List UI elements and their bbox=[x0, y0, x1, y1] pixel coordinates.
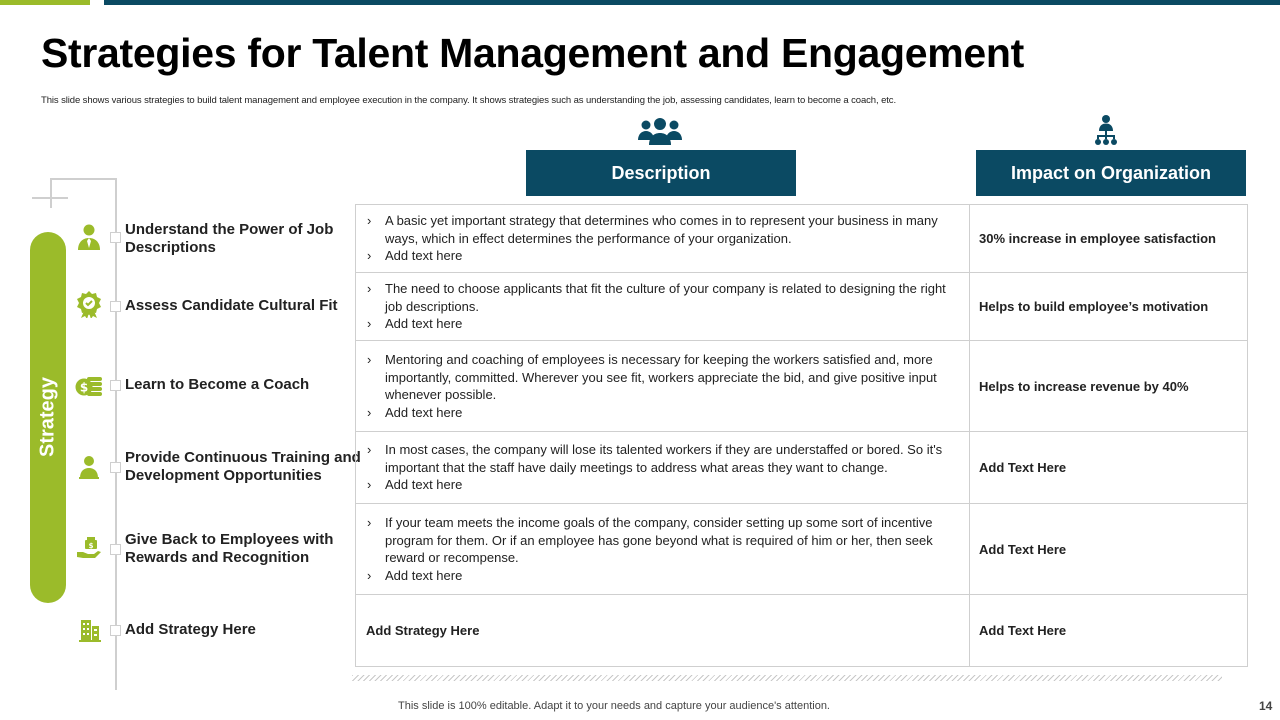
dotted-divider bbox=[352, 675, 1222, 681]
timeline-node bbox=[110, 301, 121, 312]
bullet-item: › The need to choose applicants that fit the culture of your company is related to designing the right job descriptions. bbox=[367, 281, 946, 314]
bullet-item: › A basic yet important strategy that determines who comes in to represent your business in many ways, which in effect determines the performance of your organization. bbox=[367, 213, 938, 246]
slide-title: Strategies for Talent Management and Engagement bbox=[41, 30, 1024, 76]
table-row bbox=[356, 504, 1247, 595]
impact-cell: Add Text Here bbox=[979, 460, 1067, 475]
strategy-label-1: Understand the Power of Job Descriptions bbox=[125, 221, 334, 256]
bullet-item: › Mentoring and coaching of employees is necessary for keeping the workers satisfied and, more importantly, committed. Wherever you see fit, workers appreciate the bid, and give positive input whenever possible. bbox=[367, 352, 937, 402]
description-cell bbox=[356, 432, 970, 503]
impact-cell: 30% increase in employee satisfaction bbox=[979, 231, 1216, 246]
table-row bbox=[356, 341, 1247, 432]
timeline-node bbox=[110, 625, 121, 636]
timeline-top-connector bbox=[50, 178, 117, 180]
award-badge-icon bbox=[75, 290, 103, 318]
strategy-label-6: Add Strategy Here bbox=[125, 621, 256, 638]
description-cell bbox=[356, 205, 970, 272]
bullet-item: › In most cases, the company will lose its talented workers if they are understaffed or bored. So it's important that the staff have daily meetings to address what areas they want to change. bbox=[367, 442, 943, 475]
strategy-label-4: Provide Continuous Training and Development Opportunities bbox=[125, 449, 361, 484]
bullet-item: › If your team meets the income goals of the company, consider setting up some sort of incentive program for them. Or if an employee has gone beyond what is required of him or her, then seek reward or recompense. bbox=[367, 515, 933, 565]
impact-cell: Add Text Here bbox=[979, 541, 1067, 557]
bullet-item: › Add text here bbox=[367, 316, 463, 332]
impact-cell: Add Text Here bbox=[979, 623, 1067, 638]
trainer-icon bbox=[75, 453, 103, 481]
strategy-label: Strategy bbox=[36, 376, 59, 458]
description-header: Description bbox=[526, 150, 796, 196]
coins-icon bbox=[75, 372, 103, 400]
bullet-item: › Add text here bbox=[367, 567, 463, 583]
description-cell bbox=[356, 595, 970, 666]
organization-icon bbox=[1093, 114, 1119, 146]
impact-cell: Helps to build employee’s motivation bbox=[979, 299, 1209, 314]
svg-text:$: $ bbox=[88, 542, 94, 550]
strategy-label-2: Assess Candidate Cultural Fit bbox=[125, 297, 338, 314]
top-accent-navy bbox=[104, 0, 1280, 5]
bullet-item: › Add text here bbox=[367, 477, 463, 493]
timeline-node bbox=[110, 462, 121, 473]
footer-note: This slide is 100% editable. Adapt it to your needs and capture your audience's attention. bbox=[398, 700, 830, 712]
description-cell bbox=[356, 341, 970, 431]
table-row bbox=[356, 432, 1247, 504]
description-cell bbox=[356, 504, 970, 594]
impact-cell: Helps to increase revenue by 40% bbox=[979, 378, 1189, 394]
page-number: 14 bbox=[1259, 699, 1273, 713]
strategy-table bbox=[355, 204, 1248, 667]
timeline-node bbox=[110, 544, 121, 555]
impact-header: Impact on Organization bbox=[976, 150, 1246, 196]
description-cell bbox=[356, 273, 970, 340]
bullet-item: › Add text here bbox=[367, 248, 463, 264]
top-accent-green bbox=[0, 0, 90, 5]
strategy-label-5: Give Back to Employees with Rewards and Recognition bbox=[125, 531, 334, 566]
plain-text: Add Strategy Here bbox=[366, 623, 480, 638]
timeline-node bbox=[110, 380, 121, 391]
bullet-item: › Add text here bbox=[367, 404, 463, 420]
team-icon bbox=[637, 116, 683, 146]
timeline-line bbox=[115, 178, 117, 690]
slide-subtitle: This slide shows various strategies to build talent management and employee execution in the company. It shows strategies such as understanding the job, assessing candidates, learn to become a coach, etc. bbox=[41, 95, 896, 106]
table-row bbox=[356, 595, 1247, 666]
svg-text:$: $ bbox=[79, 380, 89, 395]
buildings-icon bbox=[75, 616, 103, 644]
money-rewards-icon bbox=[75, 535, 103, 563]
timeline-tick bbox=[32, 197, 68, 199]
businessman-icon bbox=[75, 223, 103, 251]
table-row bbox=[356, 205, 1247, 273]
timeline-node bbox=[110, 232, 121, 243]
strategy-label-3: Learn to Become a Coach bbox=[125, 376, 310, 393]
table-row bbox=[356, 273, 1247, 341]
timeline-left-connector bbox=[50, 178, 52, 208]
